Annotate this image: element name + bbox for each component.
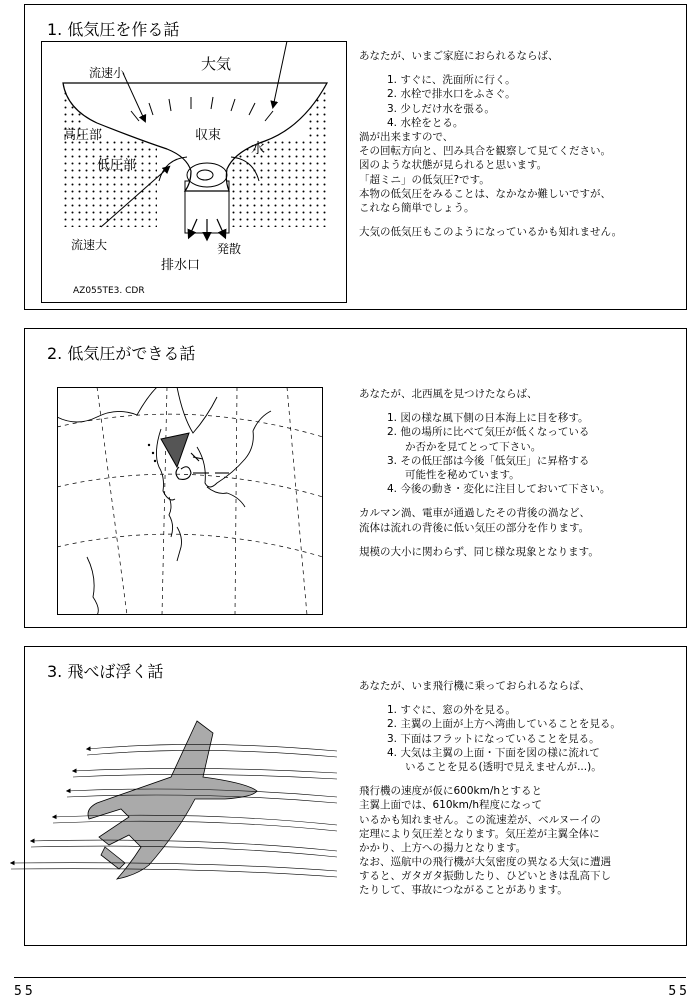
text-line: 4. 水栓をとる。 bbox=[387, 116, 464, 129]
label-slow-flow: 流速小 bbox=[89, 66, 126, 80]
section-title: 2. 低気圧ができる話 bbox=[47, 344, 196, 363]
page-number-left: 55 bbox=[14, 984, 36, 999]
footer-rule bbox=[14, 977, 686, 978]
text-line: か否かを見てとって下さい。 bbox=[405, 440, 542, 453]
section-vortex bbox=[24, 4, 687, 310]
section-body bbox=[359, 679, 621, 898]
section-lift bbox=[24, 646, 687, 946]
text-line: 2. 水栓で排水口をふさぐ。 bbox=[387, 88, 516, 101]
label-atmosphere: 大気 bbox=[201, 55, 232, 73]
section-low-pressure bbox=[24, 328, 687, 628]
page-number-right: 55 bbox=[668, 984, 690, 999]
section-body bbox=[359, 387, 610, 559]
label-water: 水 bbox=[251, 141, 265, 157]
section-body bbox=[359, 49, 622, 239]
label-convergence: 収束 bbox=[195, 128, 222, 143]
label-divergence: 発散 bbox=[217, 242, 242, 256]
file-name: AZ055TE3. CDR bbox=[73, 286, 145, 296]
weather-map bbox=[57, 387, 323, 615]
text-line bbox=[359, 496, 610, 506]
text-line: 4. 大気は主翼の上面・下面を図の様に流れて bbox=[387, 746, 600, 759]
text-line: いることを見る(透明で見えませんが...)。 bbox=[405, 760, 602, 773]
text-line: 1. すぐに、窓の外を見る。 bbox=[387, 704, 516, 717]
text-line bbox=[359, 774, 621, 784]
label-low-pressure: 低圧部 bbox=[97, 158, 137, 173]
water-region-right bbox=[231, 137, 327, 227]
text-line: その回転方向と、凹み具合を観察して見てください。 bbox=[359, 145, 611, 158]
text-line bbox=[359, 693, 621, 703]
text-line: 流体は流れの背後に低い気圧の部分を作ります。 bbox=[359, 521, 590, 534]
text-line: 1. すぐに、洗面所に行く。 bbox=[387, 74, 516, 87]
text-line: かかり、上方への揚力となります。 bbox=[359, 841, 527, 854]
text-line: 規模の大小に関わらず、同じ様な現象となります。 bbox=[359, 545, 599, 558]
text-line: あなたが、北西風を見つけたならば、 bbox=[359, 388, 538, 400]
text-line: 本物の低気圧をみることは、なかなか難しいですが、 bbox=[359, 187, 611, 200]
label-fast-flow: 流速大 bbox=[71, 238, 108, 252]
text-line bbox=[359, 535, 610, 545]
label-high-pressure: 高圧部 bbox=[63, 128, 103, 143]
text-line: 3. 下面はフラットになっていることを見る。 bbox=[387, 732, 600, 745]
water-region-left bbox=[63, 137, 157, 227]
text-line: 「超ミニ」の低気圧?です。 bbox=[359, 173, 490, 186]
airplane-airflow-diagram bbox=[1, 713, 341, 893]
text-line: カルマン渦、電車が通過したその背後の渦など、 bbox=[359, 507, 590, 520]
text-line bbox=[359, 63, 622, 73]
text-line: 渦が出来ますので、 bbox=[359, 130, 454, 143]
text-line: 1. 図の様な風下側の日本海上に目を移す。 bbox=[387, 412, 589, 425]
text-line: これなら簡単でしょう。 bbox=[359, 201, 475, 214]
text-line: あなたが、いまご家庭におられるならば、 bbox=[359, 50, 559, 62]
label-drain: 排水口 bbox=[161, 258, 201, 273]
vortex-diagram bbox=[41, 41, 347, 303]
text-line: 定理により気圧差となります。気圧差が主翼全体に bbox=[359, 827, 600, 840]
section-title: 1. 低気圧を作る話 bbox=[47, 20, 180, 39]
text-line: 可能性を秘めています。 bbox=[405, 468, 520, 481]
section-title: 3. 飛べば浮く話 bbox=[47, 662, 164, 681]
text-line: あなたが、いま飛行機に乗っておられるならば、 bbox=[359, 680, 590, 692]
text-line: 2. 主翼の上面が上方へ湾曲していることを見る。 bbox=[387, 718, 621, 731]
text-line: すると、ガタガタ振動したり、ひどいときは乱高下し bbox=[359, 870, 611, 883]
text-line: 主翼上面では、610km/h程度になって bbox=[359, 799, 543, 812]
text-line: 3. その低圧部は今後「低気圧」に昇格する bbox=[387, 454, 590, 467]
text-line: なお、巡航中の飛行機が大気密度の異なる大気に遭遇 bbox=[359, 856, 611, 869]
text-line: 2. 他の場所に比べて気圧が低くなっている bbox=[387, 426, 590, 439]
text-line: 飛行機の速度が仮に600km/hとすると bbox=[359, 785, 543, 798]
text-line: たりして、事故につながることがあります。 bbox=[359, 884, 568, 897]
text-line bbox=[359, 215, 622, 225]
text-line: いるかも知れません。この流速差が、ベルヌーイの bbox=[359, 813, 601, 826]
text-line: 図のような状態が見られると思います。 bbox=[359, 159, 548, 172]
text-line: 3. 少しだけ水を張る。 bbox=[387, 102, 495, 115]
text-line bbox=[359, 401, 610, 411]
text-line: 4. 今後の動き・変化に注目しておいて下さい。 bbox=[387, 483, 611, 496]
text-line: 大気の低気圧もこのようになっているかも知れません。 bbox=[359, 226, 623, 239]
